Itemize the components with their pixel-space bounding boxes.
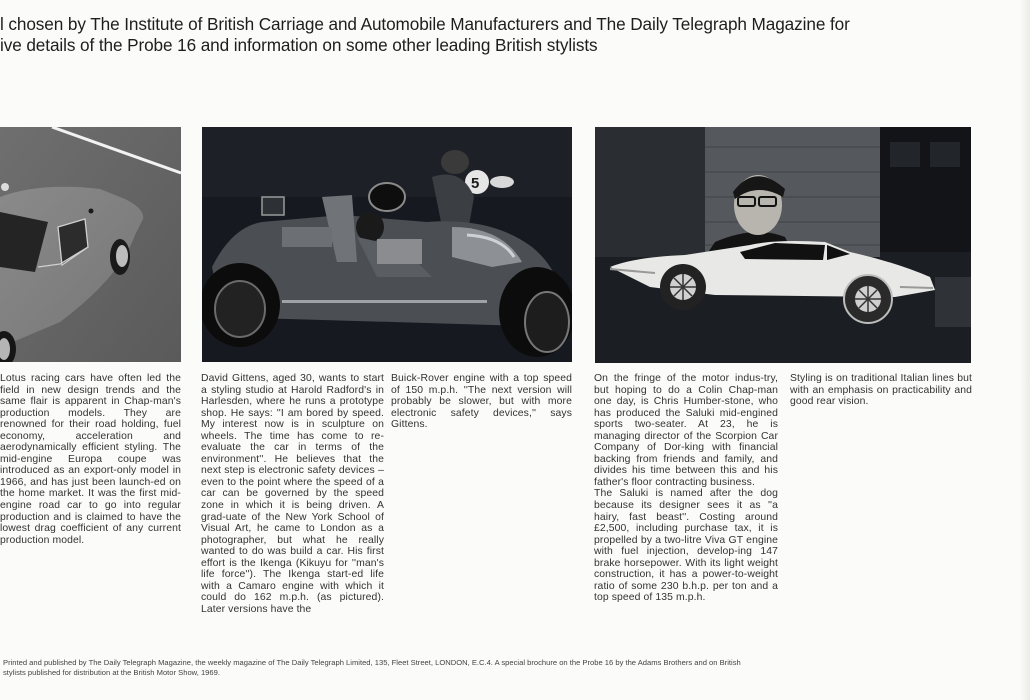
article-humberstone-continued — [790, 373, 972, 408]
lotus-car-image — [0, 127, 181, 362]
photo-ikenga-workshop — [202, 127, 572, 362]
headline — [0, 14, 1010, 56]
article-gittens-continued-paragraph: Buick-Rover engine with a top speed of 150 m.p.h. ''The next version will probably be slower, but with more electronic safety devices,'' says Gittens. — [391, 373, 572, 431]
article-humberstone — [594, 373, 778, 604]
headline-line-1: l chosen by The Institute of British Carriage and Automobile Manufacturers and The Daily Telegraph Magazine for — [0, 14, 850, 34]
svg-text:5: 5 — [471, 175, 480, 192]
saluki-car-image — [595, 127, 971, 363]
article-lotus — [0, 373, 181, 546]
footer-line-1: Printed and published by The Daily Telegraph Magazine, the weekly magazine of The Daily Telegraph Limited, 135, Fleet Street, LONDON, E.C.4. A special brochure on the Probe 16 by the Adams Brothers and on British — [3, 658, 741, 667]
imprint-footer — [3, 658, 1013, 677]
photo-saluki-model — [595, 127, 971, 363]
article-gittens-continued — [391, 373, 572, 431]
article-humberstone-paragraph-2: The Saluki is named after the dog because its designer sees it as ''a hairy, fast beast''. Costing around £2,500, including purchase tax, it is propelled by a two-litre Viva GT engine with fuel injection, develop-ing 147 brake horsepower. With its light weight construction, it has a power-to-weight ratio of some 230 b.h.p. per ton and a top speed of 135 m.p.h. — [594, 488, 778, 604]
ikenga-car-image — [202, 127, 572, 362]
page-edge-shadow — [1020, 0, 1030, 700]
photo-lotus-europa — [0, 127, 181, 362]
article-gittens-paragraph: David Gittens, aged 30, wants to start a styling studio at Harold Radford's in Harlesden, where he runs a prototype shop. He says: ''I am bored by speed. My interest now is in sculpture on wheels. The time has come to re-evaluate the car in terms of the environment''. He believes that the next step is electronic safety devices – even to the point where the speed of a car can be governed by the speed zone in which it is being driven. A grad-uate of the New York School of Visual Art, he came to London as a photographer, but what he really wanted to do was build a car. His first effort is the Ikenga (Kikuyu for ''man's life force''). The Ikenga start-ed life with a Camaro engine with which it could do 162 m.p.h. (as pictured). Later versions have the — [201, 373, 384, 615]
article-lotus-paragraph: Lotus racing cars have often led the field in new design trends and the same flair is apparent in Chap-man's production models. They are renowned for their road holding, fuel economy, acceleration and aerodynamically efficient styling. The mid-engine Europa coupe was introduced as an export-only model in 1966, and has just been launch-ed on the home market. It was the first mid-engine road car to go into regular production and is claimed to have the lowest drag coefficient of any current production model. — [0, 373, 181, 546]
article-humberstone-paragraph-1: On the fringe of the motor indus-try, but hoping to do a Colin Chap-man one day, is Chris Humber-stone, who has produced the Saluki mid-engined sports two-seater. At 23, he is managing director of the Scorpion Car Company of Dor-king with financial backing from friends and family, and divides his time between this and his father's floor contracting business. — [594, 373, 778, 488]
article-humberstone-continued-paragraph: Styling is on traditional Italian lines but with an emphasis on practicability and good rear vision. — [790, 373, 972, 408]
headline-line-2: ive details of the Probe 16 and information on some other leading British stylists — [0, 35, 598, 55]
footer-line-2: stylists published for distribution at the British Motor Show, 1969. — [3, 667, 220, 677]
article-gittens — [201, 373, 384, 615]
